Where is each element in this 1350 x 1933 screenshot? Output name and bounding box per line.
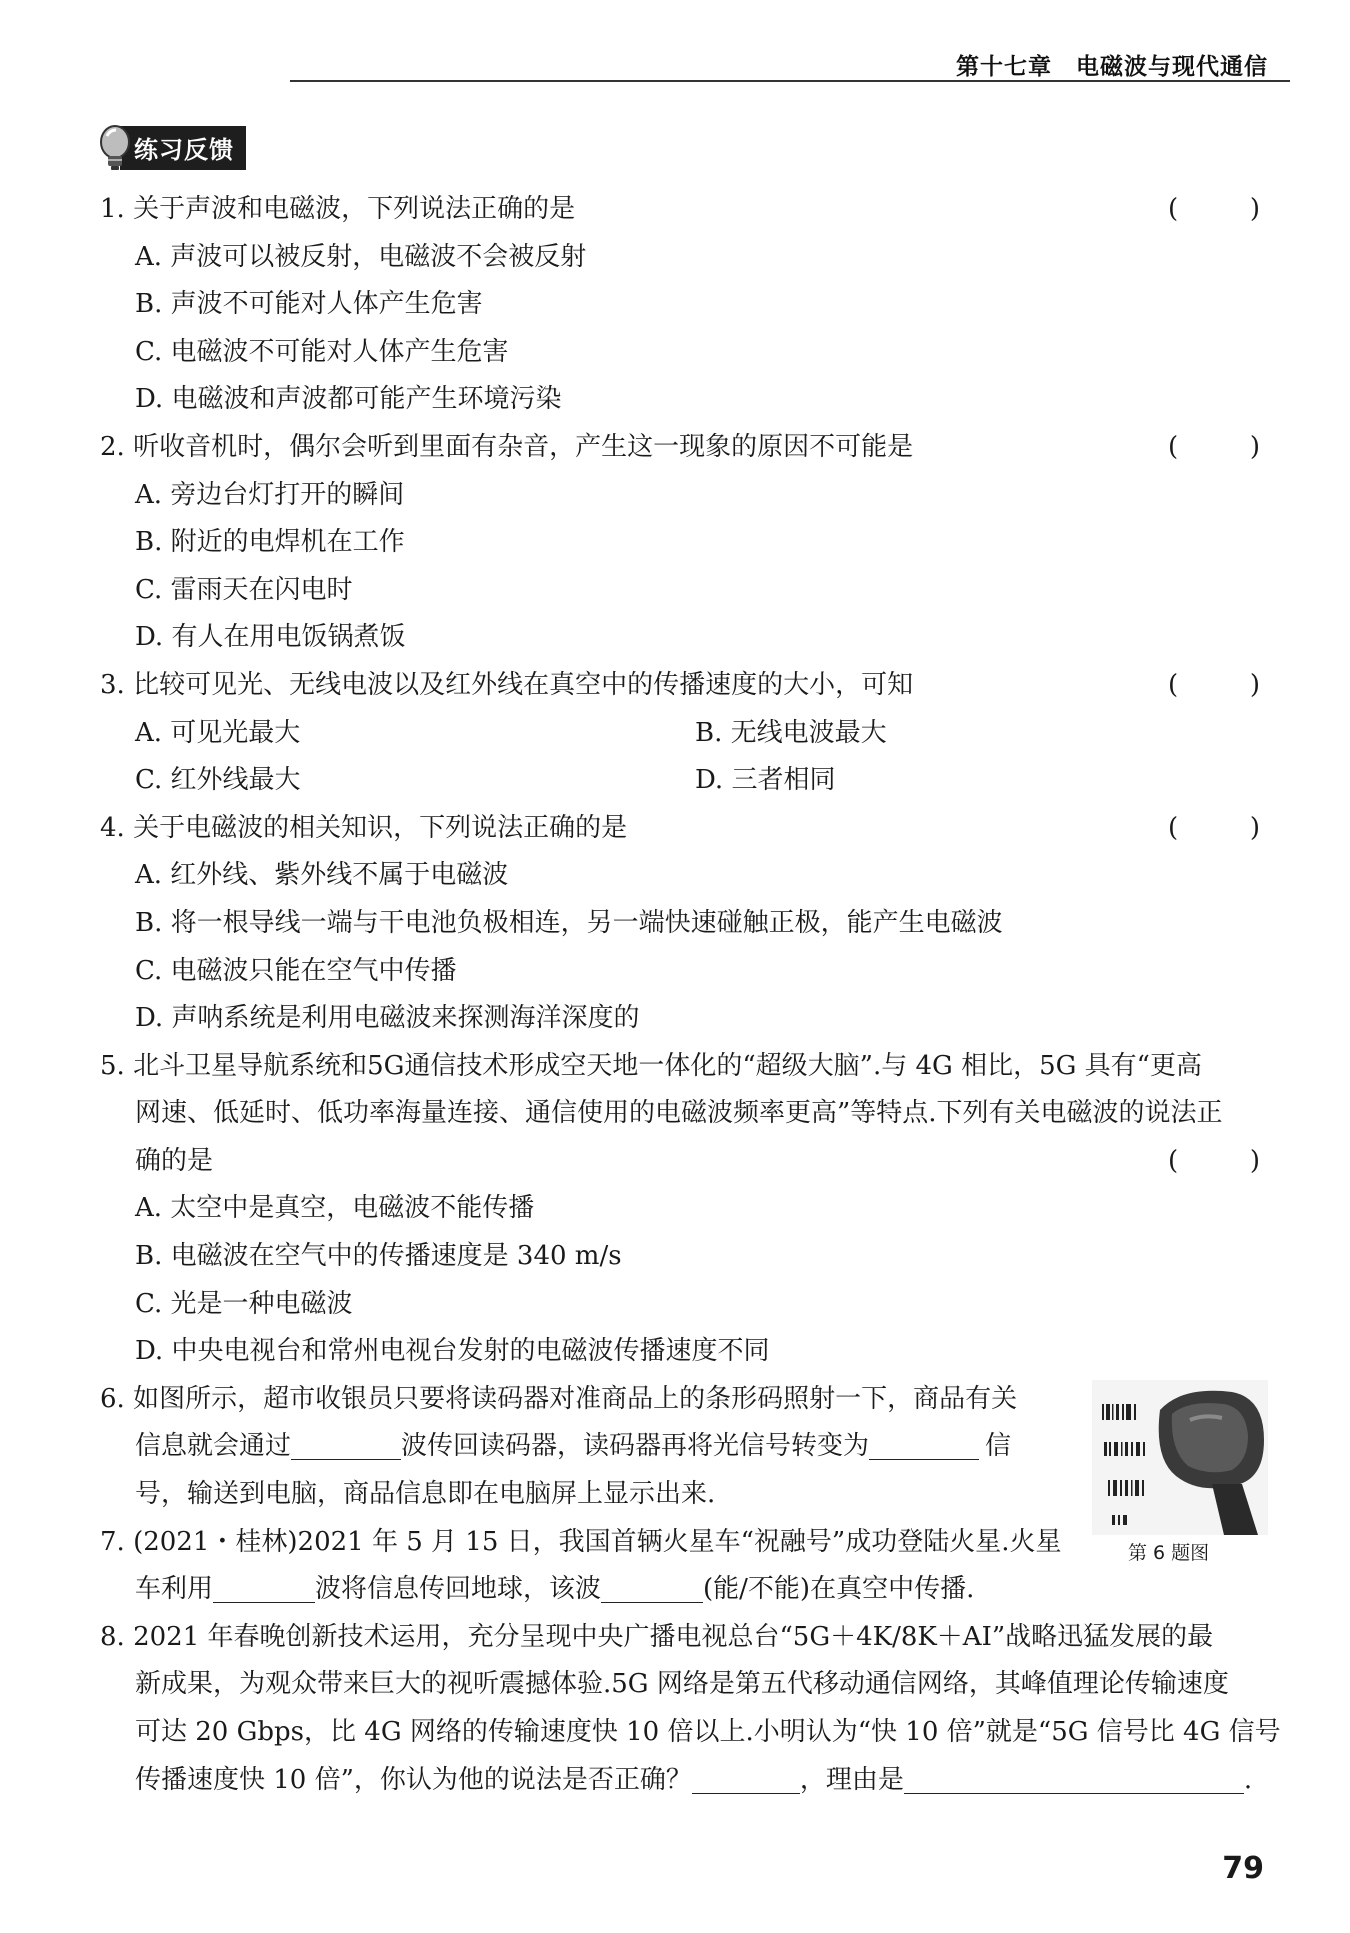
- page-number: 79: [1222, 1851, 1264, 1886]
- option-a: A. 可见光最大: [135, 717, 301, 748]
- option-d: D. 声呐系统是利用电磁波来探测海洋深度的: [135, 1003, 640, 1034]
- fill-blank[interactable]: [692, 1763, 800, 1794]
- option-c: C. 光是一种电磁波: [135, 1288, 353, 1319]
- option-c: C. 雷雨天在闪电时: [135, 574, 353, 605]
- option-d: D. 有人在用电饭锅煮饭: [135, 622, 406, 653]
- fill-blank[interactable]: [291, 1429, 401, 1460]
- question-6-stem-cont: 号，输送到电脑，商品信息即在电脑屏上显示出来.: [135, 1479, 716, 1510]
- exercise-list: [100, 186, 1281, 1804]
- fill-blank[interactable]: [601, 1572, 703, 1603]
- fill-blank[interactable]: [904, 1763, 1244, 1794]
- option-b: B. 将一根导线一端与干电池负极相连，另一端快速碰触正极，能产生电磁波: [135, 907, 1003, 938]
- option-d: D. 三者相同: [695, 765, 836, 796]
- options-row: [100, 757, 1260, 805]
- question-4-stem: 4. 关于电磁波的相关知识，下列说法正确的是 ( ): [100, 805, 1260, 853]
- answer-paren[interactable]: ( ): [1168, 812, 1260, 843]
- figure-caption: 第 6 题图: [1128, 1542, 1210, 1564]
- option-a: A. 太空中是真空，电磁波不能传播: [135, 1193, 535, 1224]
- question-8-stem: 8. 2021 年春晚创新技术运用，充分呈现中央广播电视总台“5G＋4K/8K＋AI”战略迅猛发展的最: [100, 1621, 1214, 1652]
- fill-blank[interactable]: [869, 1429, 979, 1460]
- header-rule: [290, 80, 1290, 82]
- option-a: A. 声波可以被反射，电磁波不会被反射: [135, 241, 587, 272]
- question-7-stem-cont: 车利用 波将信息传回地球，该波 (能/不能)在真空中传播.: [135, 1574, 975, 1605]
- question-8-stem-cont: 传播速度快 10 倍”，你认为他的说法是否正确？ ，理由是 .: [135, 1764, 1253, 1795]
- option-b: B. 电磁波在空气中的传播速度是 340 m/s: [135, 1241, 622, 1272]
- answer-paren[interactable]: ( ): [1168, 1145, 1260, 1176]
- answer-paren[interactable]: ( ): [1168, 194, 1260, 224]
- section-title: 练习反馈: [120, 126, 246, 170]
- question-8-stem-cont: 新成果，为观众带来巨大的视听震撼体验.5G 网络是第五代移动通信网络，其峰值理论传输速度: [135, 1669, 1229, 1700]
- lightbulb-icon: [98, 124, 132, 172]
- question-1-stem: 1. 关于声波和电磁波，下列说法正确的是 ( ): [100, 186, 1260, 234]
- answer-paren[interactable]: ( ): [1168, 669, 1260, 700]
- options-row: [100, 710, 1260, 758]
- question-3-stem: 3. 比较可见光、无线电波以及红外线在真空中的传播速度的大小，可知 ( ): [100, 662, 1260, 710]
- question-2-stem: 2. 听收音机时，偶尔会听到里面有杂音，产生这一现象的原因不可能是 ( ): [100, 424, 1260, 472]
- option-d: D. 中央电视台和常州电视台发射的电磁波传播速度不同: [135, 1336, 770, 1367]
- option-b: B. 附近的电焊机在工作: [135, 527, 405, 558]
- option-c: C. 电磁波只能在空气中传播: [135, 955, 457, 986]
- option-b: B. 无线电波最大: [695, 717, 887, 748]
- option-c: C. 红外线最大: [135, 765, 301, 796]
- answer-paren[interactable]: ( ): [1168, 431, 1260, 462]
- option-b: B. 声波不可能对人体产生危害: [135, 289, 483, 320]
- option-d: D. 电磁波和声波都可能产生环境污染: [135, 384, 562, 415]
- section-tag: [98, 126, 246, 170]
- question-6-stem: 6. 如图所示，超市收银员只要将读码器对准商品上的条形码照射一下，商品有关: [100, 1383, 1018, 1414]
- option-a: A. 红外线、紫外线不属于电磁波: [135, 860, 509, 891]
- question-5-stem-cont: 网速、低延时、低功率海量连接、通信使用的电磁波频率更高”等特点.下列有关电磁波的说法正: [135, 1098, 1223, 1129]
- chapter-header: 第十七章 电磁波与现代通信: [956, 54, 1268, 80]
- fill-blank[interactable]: [213, 1572, 315, 1603]
- question-6-stem-cont: 信息就会通过 波传回读码器，读码器再将光信号转变为 信: [135, 1431, 1012, 1462]
- question-8-stem-cont: 可达 20 Gbps，比 4G 网络的传输速度快 10 倍以上.小明认为“快 10 倍”就是“5G 信号比 4G 信号: [135, 1717, 1281, 1747]
- option-c: C. 电磁波不可能对人体产生危害: [135, 336, 509, 367]
- question-7-stem: 7. (2021・桂林)2021 年 5 月 15 日，我国首辆火星车“祝融号”成功登陆火星.火星: [100, 1526, 1062, 1557]
- question-5-stem: 5. 北斗卫星导航系统和5G通信技术形成空天地一体化的“超级大脑”.与 4G 相比，5G 具有“更高: [100, 1050, 1202, 1081]
- question-5-stem-cont: 确的是 ( ): [100, 1138, 1260, 1186]
- barcode-scanner-image: [1092, 1380, 1268, 1535]
- option-a: A. 旁边台灯打开的瞬间: [135, 479, 405, 510]
